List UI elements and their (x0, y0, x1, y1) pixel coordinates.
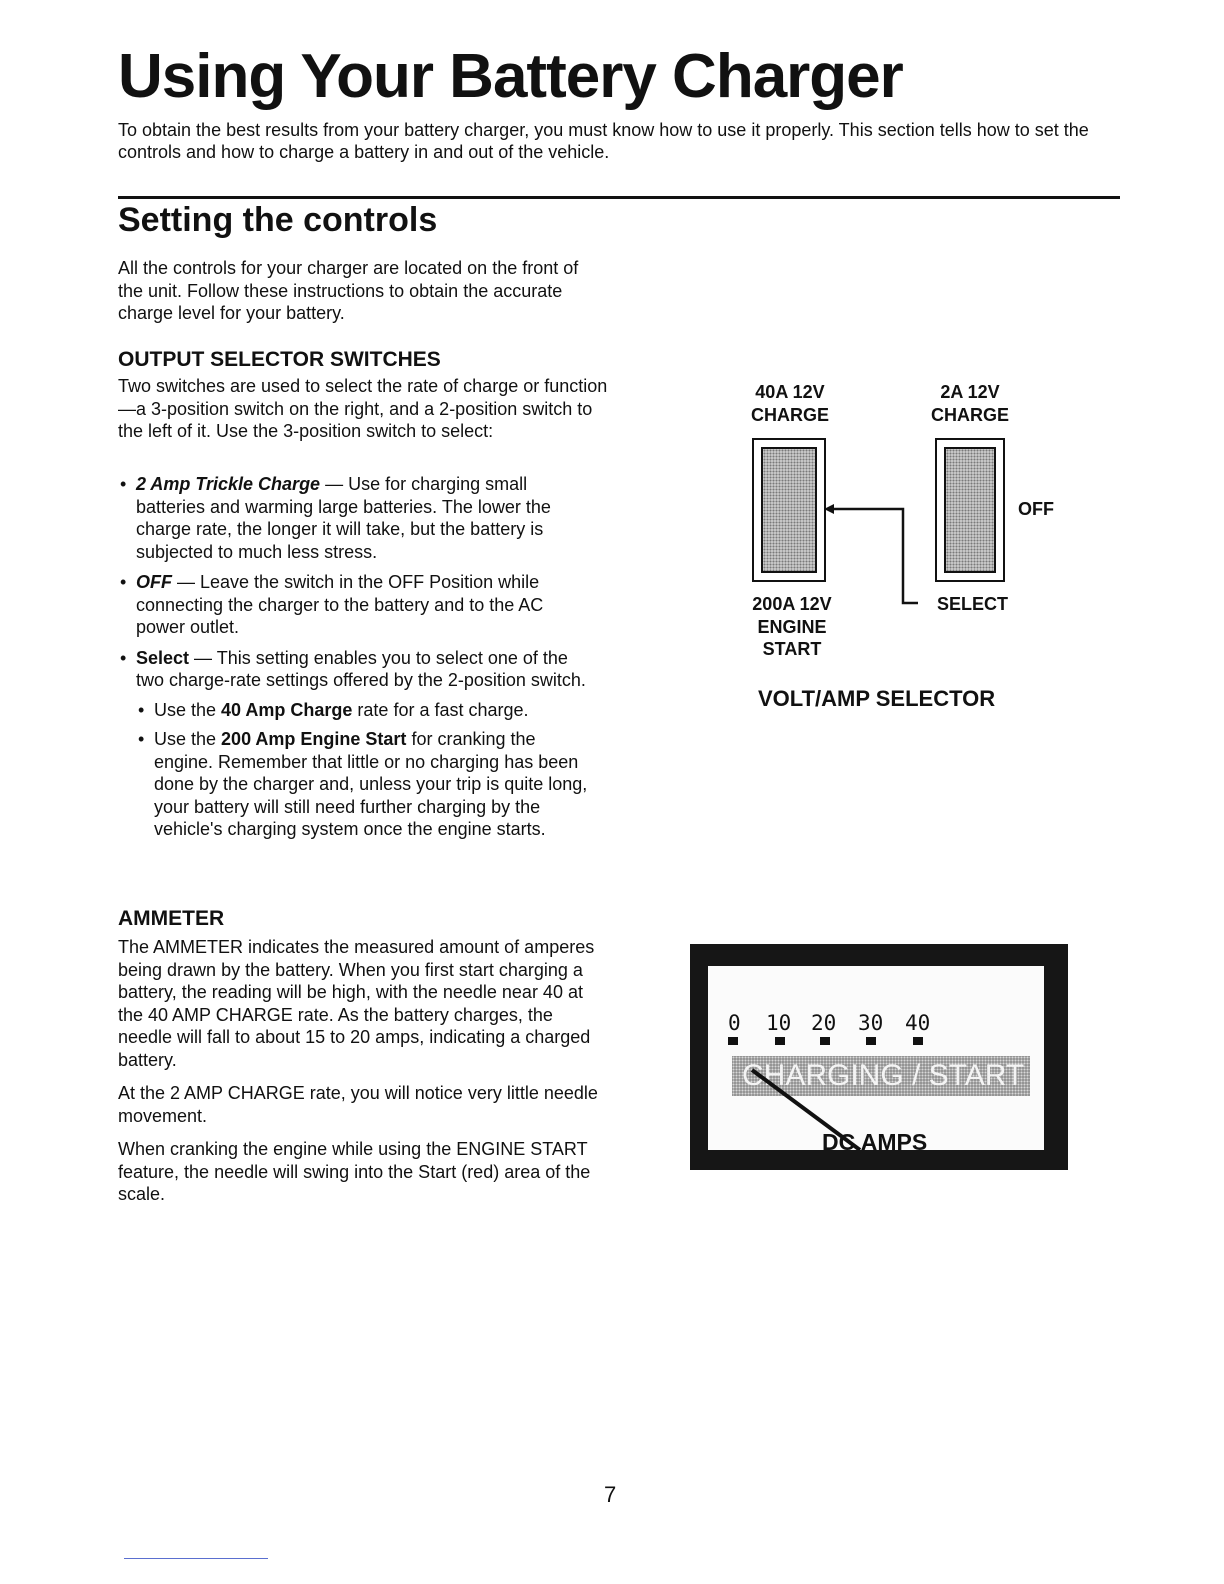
two-position-switch[interactable] (752, 438, 826, 582)
select-label: SELECT (937, 594, 1009, 614)
list-item-trickle (118, 473, 593, 563)
off-term: OFF (136, 572, 172, 592)
footer-rule (124, 1558, 268, 1559)
select-text: — This setting enables you to select one of the two charge-rate settings offered by the 2-position switch. (136, 647, 586, 690)
tick-label: 30 (858, 1011, 884, 1035)
label-2a-charge-word: CHARGE (930, 404, 1009, 425)
page-number: 7 (604, 1482, 617, 1507)
select-sub-list (136, 699, 593, 841)
label-2a: 2A 12V (940, 382, 1000, 402)
list-item-select (118, 647, 593, 841)
label-start: START (762, 639, 822, 659)
sub1-term: 40 Amp Charge (221, 699, 353, 720)
charging-start-band: CHARGING / START (732, 1056, 1030, 1096)
selector-options-list (118, 473, 593, 849)
ammeter-heading: AMMETER (118, 907, 225, 930)
tick-label: 20 (811, 1011, 837, 1035)
trickle-term: 2 Amp Trickle Charge (136, 474, 321, 494)
sub1-post: rate for a fast charge. (352, 699, 529, 720)
sub2-pre: Use the (154, 729, 222, 749)
three-position-switch-rocker (944, 447, 996, 573)
page-title: Using Your Battery Charger (118, 42, 903, 111)
sub2-post: for cranking the engine. Remember that little or no charging has been done by the charger and, unless your trip is quite long, your battery will still need further charging by the vehicle's charging system once the engine starts. (154, 729, 588, 839)
tick-label: 0 (728, 1011, 741, 1035)
tick-label: 40 (905, 1011, 931, 1035)
ammeter-paragraph-2: At the 2 AMP CHARGE rate, you will notice very little needle movement. (118, 1083, 598, 1126)
label-engine: ENGINE (757, 616, 827, 637)
intro-paragraph: To obtain the best results from your battery charger, you must know how to use it properly. This section tells how to set the controls and how to charge a battery in and out of the vehicle. (118, 120, 1089, 162)
select-term: Select (136, 647, 190, 668)
ammeter-gauge (690, 944, 1068, 1170)
ammeter-description (118, 936, 598, 1217)
two-position-switch-rocker (761, 447, 817, 573)
sub-item-40amp (136, 699, 593, 722)
ammeter-paragraph-3: When cranking the engine while using the ENGINE START feature, the needle will swing into the Start (red) area of the scale. (118, 1139, 591, 1204)
section-title: Setting the controls (118, 201, 438, 239)
volt-amp-selector-title: VOLT/AMP SELECTOR (758, 686, 996, 711)
tick-label: 10 (766, 1011, 792, 1035)
ammeter-needle (708, 966, 1044, 1150)
label-40a: 40A 12V (755, 382, 825, 402)
off-label: OFF (1018, 499, 1054, 519)
ammeter-face (708, 966, 1044, 1155)
trickle-text: — Use for charging small batteries and warming large batteries. The lower the charge rate, the longer it will take, but the battery is subjected to much less stress. (136, 474, 551, 562)
off-text: — Leave the switch in the OFF Position while connecting the charger to the battery and to the AC power outlet. (136, 572, 544, 637)
output-selector-heading: OUTPUT SELECTOR SWITCHES (118, 348, 441, 371)
label-200a: 200A 12V (752, 594, 832, 614)
dc-amps-label: DC AMPS (822, 1129, 928, 1155)
sub2-term: 200 Amp Engine Start (221, 729, 407, 749)
list-item-off (118, 571, 593, 639)
three-position-switch[interactable] (935, 438, 1005, 582)
label-40a-charge-word: CHARGE (750, 404, 829, 425)
label-200a-engine-start (737, 593, 847, 661)
sub-item-200amp (136, 728, 593, 841)
ammeter-paragraph-1: The AMMETER indicates the measured amount of amperes being drawn by the battery. When you first start charging a battery, the reading will be high, with the needle near 40 at the 40 AMP CHARGE rate. As the battery charges, the needle will fall to about 15 to 20 amps, indicating a charged battery. (118, 937, 595, 1070)
label-40a-charge (740, 381, 840, 426)
output-selector-intro: Two switches are used to select the rate of charge or function—a 3-position switch on the right, and a 2-position switch to the left of it. Use the 3-position switch to select: (118, 376, 608, 441)
section-divider (118, 196, 1120, 199)
label-2a-charge (920, 381, 1020, 426)
section-intro: All the controls for your charger are located on the front of the unit. Follow these instructions to obtain the accurate charge level for your battery. (118, 258, 579, 323)
sub1-pre: Use the (154, 699, 222, 720)
